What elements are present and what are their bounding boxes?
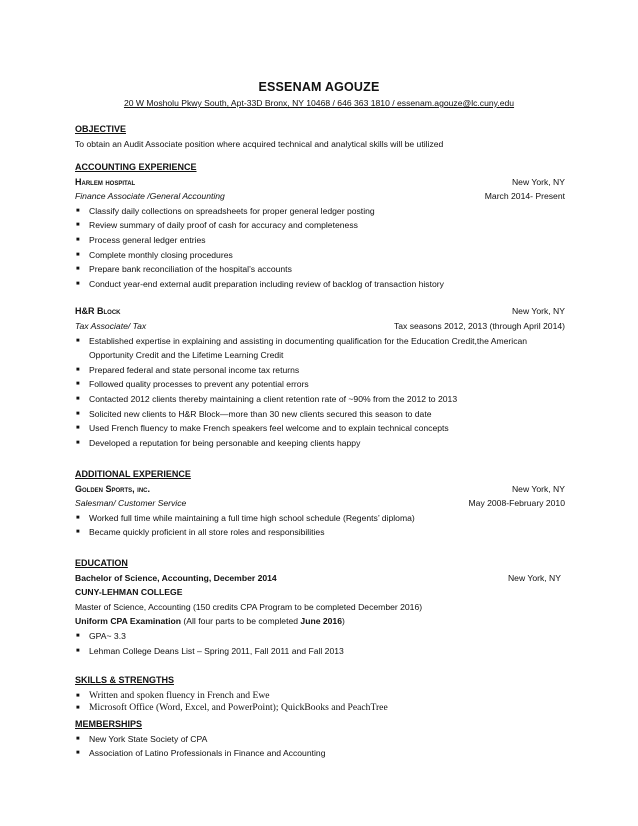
candidate-name: ESSENAM AGOUZE (258, 80, 380, 94)
list-item: ■ New York State Society of CPA (75, 732, 565, 747)
employer-name: H&R Block (75, 306, 121, 317)
bullet-icon: ■ (76, 410, 80, 417)
bullet-icon: ■ (76, 266, 80, 273)
list-item: ■ Lehman College Deans List – Spring 2011, Fall 2011 and Fall 2013 (75, 644, 565, 659)
school-name: CUNY-LEHMAN COLLEGE (75, 587, 183, 598)
list-item: ■ Contacted 2012 clients thereby maintaining a client retention rate of ~90% from the 2012 to 2013 (75, 392, 565, 407)
bullet-icon: ■ (76, 222, 80, 229)
list-item: ■ GPA~ 3.3 (75, 629, 565, 644)
list-item: ■ Complete monthly closing procedures (75, 248, 565, 263)
list-item: ■ Association of Latino Professionals in Finance and Accounting (75, 746, 565, 761)
list-item: ■ Became quickly proficient in all store roles and responsibilities (75, 525, 565, 540)
degree-row (75, 571, 565, 586)
list-item: ■ Conduct year-end external audit preparation including review of backlog of transaction history (75, 277, 565, 292)
skills-section (75, 673, 565, 715)
job-role: Salesman/ Customer Service (75, 498, 187, 509)
list-item: ■ Followed quality processes to prevent any potential errors (75, 377, 565, 392)
job-role-row (75, 189, 565, 204)
objective-text: To obtain an Audit Associate position where acquired technical and analytical skills will be utilized (75, 138, 444, 149)
objective-section (75, 122, 565, 151)
job-role-row (75, 496, 565, 511)
bullet-icon: ■ (76, 632, 80, 639)
list-item: ■ Review summary of daily proof of cash for accuracy and completeness (75, 218, 565, 233)
list-item: ■ Microsoft Office (Word, Excel, and PowerPoint); QuickBooks and PeachTree (76, 702, 388, 714)
list-item: ■ Classify daily collections on spreadsheets for proper general ledger posting (75, 204, 565, 219)
list-item: ■ Prepared federal and state personal income tax returns (75, 363, 565, 378)
list-item: ■ Worked full time while maintaining a full time high school schedule (Regents’ diploma) (75, 511, 565, 526)
list-item: ■ Prepare bank reconciliation of the hospital’s accounts (75, 262, 565, 277)
cpa-exam: Uniform CPA Examination (All four parts to be completed June 2016) (75, 616, 345, 627)
education-location: New York, NY (507, 572, 561, 583)
bullet-icon: ■ (76, 425, 80, 432)
bullet-icon: ■ (76, 735, 80, 742)
list-item: ■ Solicited new clients to H&R Block—more than 30 new clients secured this season to date (75, 407, 565, 422)
bullet-icon: ■ (76, 280, 80, 287)
education-bullets (75, 629, 565, 658)
masters-program: Master of Science, Accounting (150 credits CPA Program to be completed December 2016) (75, 601, 423, 612)
bullet-icon: ■ (76, 692, 80, 699)
employer-name: Harlem hospital (75, 176, 136, 187)
bullet-icon: ■ (76, 337, 80, 344)
section-title-skills: SKILLS & STRENGTHS (75, 675, 175, 685)
job-header-hrblock (75, 304, 565, 319)
section-title-memberships: MEMBERSHIPS (75, 719, 143, 729)
section-title-objective: OBJECTIVE (75, 124, 127, 134)
job-dates: Tax seasons 2012, 2013 (through April 2014) (393, 320, 565, 331)
membership-bullets (75, 732, 565, 761)
bullet-icon: ■ (76, 439, 80, 446)
bullet-icon: ■ (76, 236, 80, 243)
additional-experience-section (75, 467, 565, 540)
list-item: ■ Process general ledger entries (75, 233, 565, 248)
bullet-icon: ■ (76, 514, 80, 521)
job-role: Finance Associate /General Accounting (75, 191, 225, 202)
list-item: ■ Established expertise in explaining and assisting in documenting qualification for the Education Credit,the American Opportunity Credit and the Lifetime Learning Credit (76, 335, 528, 361)
bullet-icon: ■ (76, 529, 80, 536)
job-location: New York, NY (511, 306, 565, 317)
contact-line[interactable]: 20 W Mosholu Pkwy South, Apt-33D Bronx, NY 10468 / 646 363 1810 / essenam.agouze@lc.cuny.edu (123, 98, 515, 108)
job-header-golden (75, 482, 565, 497)
bullet-icon: ■ (76, 750, 80, 757)
section-title-accounting: ACCOUNTING EXPERIENCE (75, 162, 197, 172)
job-bullets (75, 334, 565, 451)
bullet-icon: ■ (76, 705, 80, 712)
memberships-section (75, 717, 565, 761)
list-item: ■ Used French fluency to make French speakers feel welcome and to explain technical concepts (75, 421, 565, 436)
employer-name: Golden Sports, inc. (75, 483, 151, 494)
job-dates: March 2014- Present (484, 191, 565, 202)
job-bullets (75, 204, 565, 292)
job-dates: May 2008-February 2010 (468, 498, 565, 509)
bullet-icon: ■ (76, 207, 80, 214)
bullet-icon: ■ (76, 251, 80, 258)
education-section (75, 556, 565, 658)
job-location: New York, NY (511, 176, 565, 187)
job-location: New York, NY (511, 483, 565, 494)
job-role-row (75, 319, 565, 334)
job-bullets (75, 511, 565, 540)
list-item: ■ Developed a reputation for being personable and keeping clients happy (75, 436, 565, 451)
bullet-icon: ■ (76, 395, 80, 402)
list-item: ■ Written and spoken fluency in French and Ewe (76, 689, 270, 701)
accounting-experience-section (75, 160, 565, 450)
job-role: Tax Associate/ Tax (75, 320, 147, 331)
skills-bullets (75, 690, 565, 715)
bullet-icon: ■ (76, 366, 80, 373)
section-title-education: EDUCATION (75, 558, 128, 568)
job-header-harlem (75, 175, 565, 190)
bullet-icon: ■ (76, 381, 80, 388)
bullet-icon: ■ (76, 647, 80, 654)
section-title-additional: ADDITIONAL EXPERIENCE (75, 469, 191, 479)
degree: Bachelor of Science, Accounting, December 2014 (75, 572, 277, 583)
